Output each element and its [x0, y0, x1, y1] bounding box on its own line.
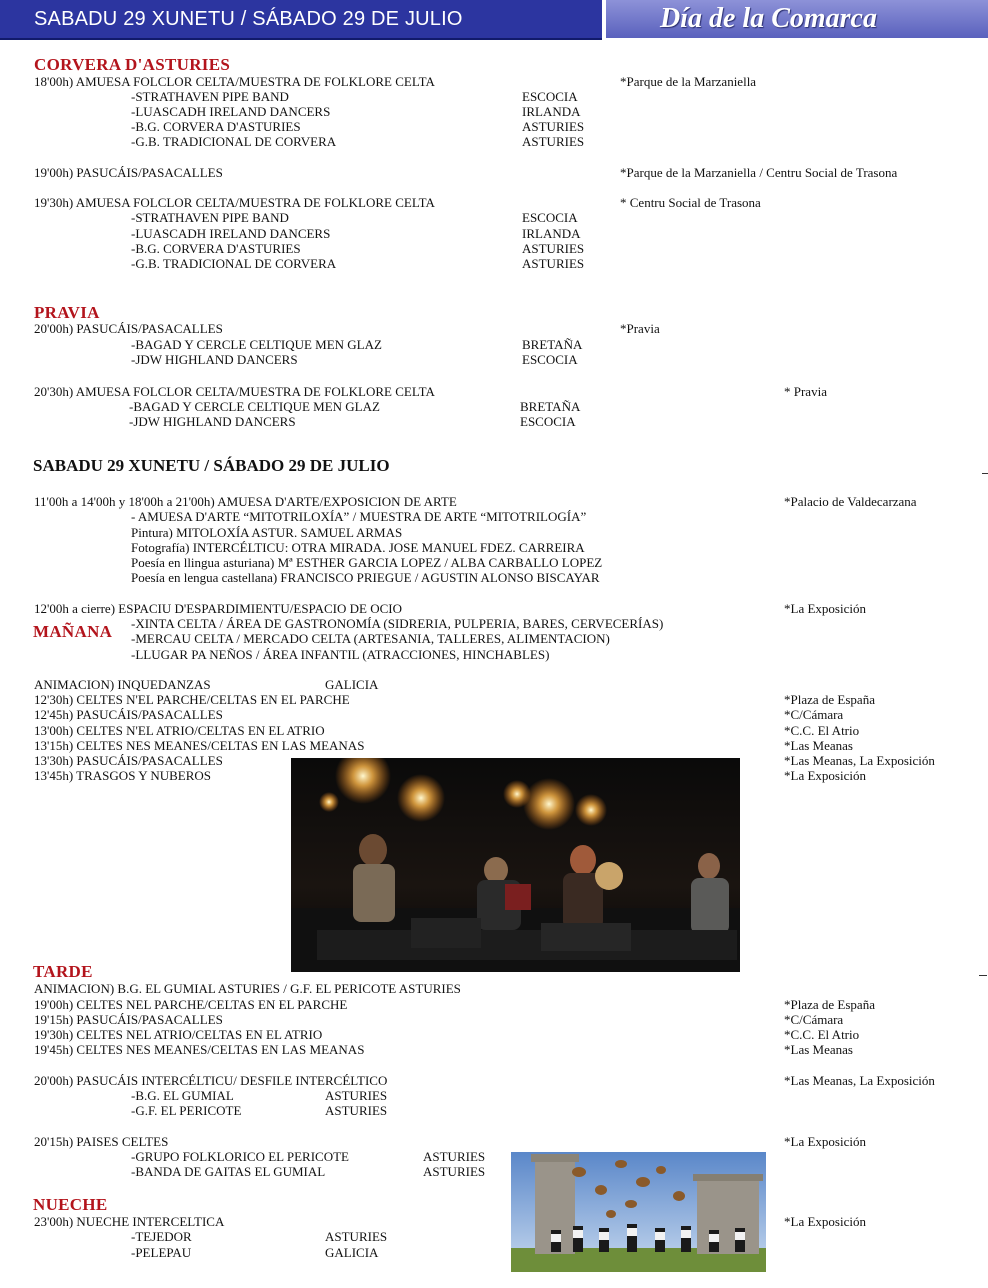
art-line: Pintura) MITOLOXÍA ASTUR. SAMUEL ARMAS: [131, 525, 403, 540]
group-name: -GRUPO FOLKLORICO EL PERICOTE: [131, 1149, 349, 1164]
group-name: -LUASCADH IRELAND DANCERS: [131, 226, 331, 241]
animacion-country: GALICIA: [325, 677, 379, 692]
group-name: -STRATHAVEN PIPE BAND: [131, 210, 289, 225]
event-place: *Parque de la Marzaniella: [620, 74, 757, 89]
event-text: 23'00h) NUECHE INTERCELTICA: [34, 1214, 225, 1229]
group-name: -G.B. TRADICIONAL DE CORVERA: [131, 134, 337, 149]
event-place: *C/Cámara: [784, 1012, 844, 1027]
group-country: ASTURIES: [325, 1088, 388, 1103]
group-name: -JDW HIGHLAND DANCERS: [131, 352, 298, 367]
event-text: 19'30h) AMUESA FOLCLOR CELTA/MUESTRA DE FOLKLORE CELTA: [34, 195, 435, 210]
group-country: ASTURIES: [522, 256, 585, 271]
group-name: -PELEPAU: [131, 1245, 192, 1260]
event-text: 20'00h) PASUCÁIS INTERCÉLTICU/ DESFILE INTERCÉLTICO: [34, 1073, 388, 1088]
group-country: ESCOCIA: [522, 352, 578, 367]
event-text: 20'00h) PASUCÁIS/PASACALLES: [34, 321, 223, 336]
art-line: Poesía en llingua asturiana) Mª ESTHER GARCIA LOPEZ / ALBA CARBALLO LOPEZ: [131, 555, 603, 570]
event-place: *La Exposición: [784, 601, 866, 616]
event-place: *Plaza de España: [784, 997, 875, 1012]
section-pravia-title: PRAVIA: [34, 303, 100, 322]
day-heading: SABADU 29 XUNETU / SÁBADO 29 DE JULIO: [33, 456, 390, 475]
animacion-label: ANIMACION) B.G. EL GUMIAL ASTURIES / G.F. EL PERICOTE ASTURIES: [34, 981, 461, 996]
event-text: 19'00h) PASUCÁIS/PASACALLES: [34, 165, 223, 180]
group-country: ASTURIES: [423, 1149, 486, 1164]
event-place: *C.C. El Atrio: [784, 1027, 860, 1042]
group-country: ASTURIES: [423, 1164, 486, 1179]
event-text: 12'00h a cierre) ESPACIU D'ESPARDIMIENTU/ESPACIO DE OCIO: [34, 601, 402, 616]
group-country: ASTURIES: [522, 119, 585, 134]
group-name: -TEJEDOR: [131, 1229, 192, 1244]
divider: [982, 473, 988, 474]
group-name: -STRATHAVEN PIPE BAND: [131, 89, 289, 104]
dancers-photo: [511, 1152, 766, 1272]
group-country: IRLANDA: [522, 226, 581, 241]
group-country: ASTURIES: [325, 1103, 388, 1118]
event-place: *La Exposición: [784, 1214, 866, 1229]
header-title: Día de la Comarca: [660, 3, 877, 34]
event-text: 20'15h) PAISES CELTES: [34, 1134, 169, 1149]
section-manana-title: MAÑANA: [33, 622, 113, 641]
event-place: *La Exposición: [784, 1134, 866, 1149]
header-date: SABADU 29 XUNETU / SÁBADO 29 DE JULIO: [34, 8, 463, 30]
group-country: ESCOCIA: [522, 210, 578, 225]
event-place: * Pravia: [784, 384, 827, 399]
group-name: -JDW HIGHLAND DANCERS: [129, 414, 296, 429]
event-text: 19'30h) CELTES NEL ATRIO/CELTAS EN EL ATRIO: [34, 1027, 323, 1042]
animacion-label: ANIMACION) INQUEDANZAS: [34, 677, 211, 692]
ocio-line: -LLUGAR PA NEÑOS / ÁREA INFANTIL (ATRACCIONES, HINCHABLES): [131, 647, 550, 662]
event-text: 19'00h) CELTES NEL PARCHE/CELTAS EN EL PARCHE: [34, 997, 348, 1012]
header-date-bar: [0, 0, 602, 40]
ocio-line: -XINTA CELTA / ÁREA DE GASTRONOMÍA (SIDRERIA, PULPERIA, BARES, CERVECERÍAS): [131, 616, 664, 631]
event-place: *C/Cámara: [784, 707, 844, 722]
event-place: *Las Meanas: [784, 1042, 853, 1057]
event-text: 19'45h) CELTES NES MEANES/CELTAS EN LAS MEANAS: [34, 1042, 365, 1057]
event-place: *Palacio de Valdecarzana: [784, 494, 917, 509]
group-name: -BANDA DE GAITAS EL GUMIAL: [131, 1164, 326, 1179]
art-line: Poesía en lengua castellana) FRANCISCO PRIEGUE / AGUSTIN ALONSO BISCAYAR: [131, 570, 600, 585]
group-name: -B.G. EL GUMIAL: [131, 1088, 234, 1103]
event-place: *La Exposición: [784, 768, 866, 783]
section-tarde-title: TARDE: [33, 962, 93, 981]
event-text: 18'00h) AMUESA FOLCLOR CELTA/MUESTRA DE FOLKLORE CELTA: [34, 74, 435, 89]
group-country: ASTURIES: [522, 241, 585, 256]
group-name: -BAGAD Y CERCLE CELTIQUE MEN GLAZ: [129, 399, 380, 414]
event-place: *Parque de la Marzaniella / Centru Social de Trasona: [620, 165, 898, 180]
ocio-line: -MERCAU CELTA / MERCADO CELTA (ARTESANIA, TALLERES, ALIMENTACION): [131, 631, 610, 646]
section-corvera-title: CORVERA D'ASTURIES: [34, 55, 231, 74]
event-place: * Centru Social de Trasona: [620, 195, 761, 210]
event-place: *Las Meanas, La Exposición: [784, 1073, 935, 1088]
event-text: 20'30h) AMUESA FOLCLOR CELTA/MUESTRA DE FOLKLORE CELTA: [34, 384, 435, 399]
event-place: *C.C. El Atrio: [784, 723, 860, 738]
group-name: -B.G. CORVERA D'ASTURIES: [131, 241, 301, 256]
group-country: ASTURIES: [522, 134, 585, 149]
group-country: GALICIA: [325, 1245, 379, 1260]
event-text: 13'30h) PASUCÁIS/PASACALLES: [34, 753, 223, 768]
event-text: 13'00h) CELTES N'EL ATRIO/CELTAS EN EL ATRIO: [34, 723, 325, 738]
event-text: 11'00h a 14'00h y 18'00h a 21'00h) AMUESA D'ARTE/EXPOSICION DE ARTE: [34, 494, 457, 509]
art-line: - AMUESA D'ARTE “MITOTRILOXÍA” / MUESTRA DE ARTE “MITOTRILOGÍA”: [131, 509, 587, 524]
concert-photo: [291, 758, 740, 972]
event-text: 12'45h) PASUCÁIS/PASACALLES: [34, 707, 223, 722]
event-place: *Pravia: [620, 321, 660, 336]
divider: [979, 975, 987, 976]
header-title-bar: [604, 0, 988, 38]
group-name: -BAGAD Y CERCLE CELTIQUE MEN GLAZ: [131, 337, 382, 352]
group-name: -LUASCADH IRELAND DANCERS: [131, 104, 331, 119]
art-line: Fotografía) INTERCÉLTICU: OTRA MIRADA. JOSE MANUEL FDEZ. CARREIRA: [131, 540, 585, 555]
group-name: -G.F. EL PERICOTE: [131, 1103, 242, 1118]
group-country: IRLANDA: [522, 104, 581, 119]
event-text: 13'45h) TRASGOS Y NUBEROS: [34, 768, 212, 783]
event-text: 19'15h) PASUCÁIS/PASACALLES: [34, 1012, 223, 1027]
event-place: *Las Meanas, La Exposición: [784, 753, 935, 768]
group-name: -B.G. CORVERA D'ASTURIES: [131, 119, 301, 134]
group-country: ESCOCIA: [520, 414, 576, 429]
event-text: 13'15h) CELTES NES MEANES/CELTAS EN LAS MEANAS: [34, 738, 365, 753]
group-country: ESCOCIA: [522, 89, 578, 104]
group-country: BRETAÑA: [522, 337, 583, 352]
event-place: *Plaza de España: [784, 692, 875, 707]
group-country: BRETAÑA: [520, 399, 581, 414]
event-text: 12'30h) CELTES N'EL PARCHE/CELTAS EN EL PARCHE: [34, 692, 350, 707]
section-nueche-title: NUECHE: [33, 1195, 108, 1214]
group-name: -G.B. TRADICIONAL DE CORVERA: [131, 256, 337, 271]
event-place: *Las Meanas: [784, 738, 853, 753]
group-country: ASTURIES: [325, 1229, 388, 1244]
